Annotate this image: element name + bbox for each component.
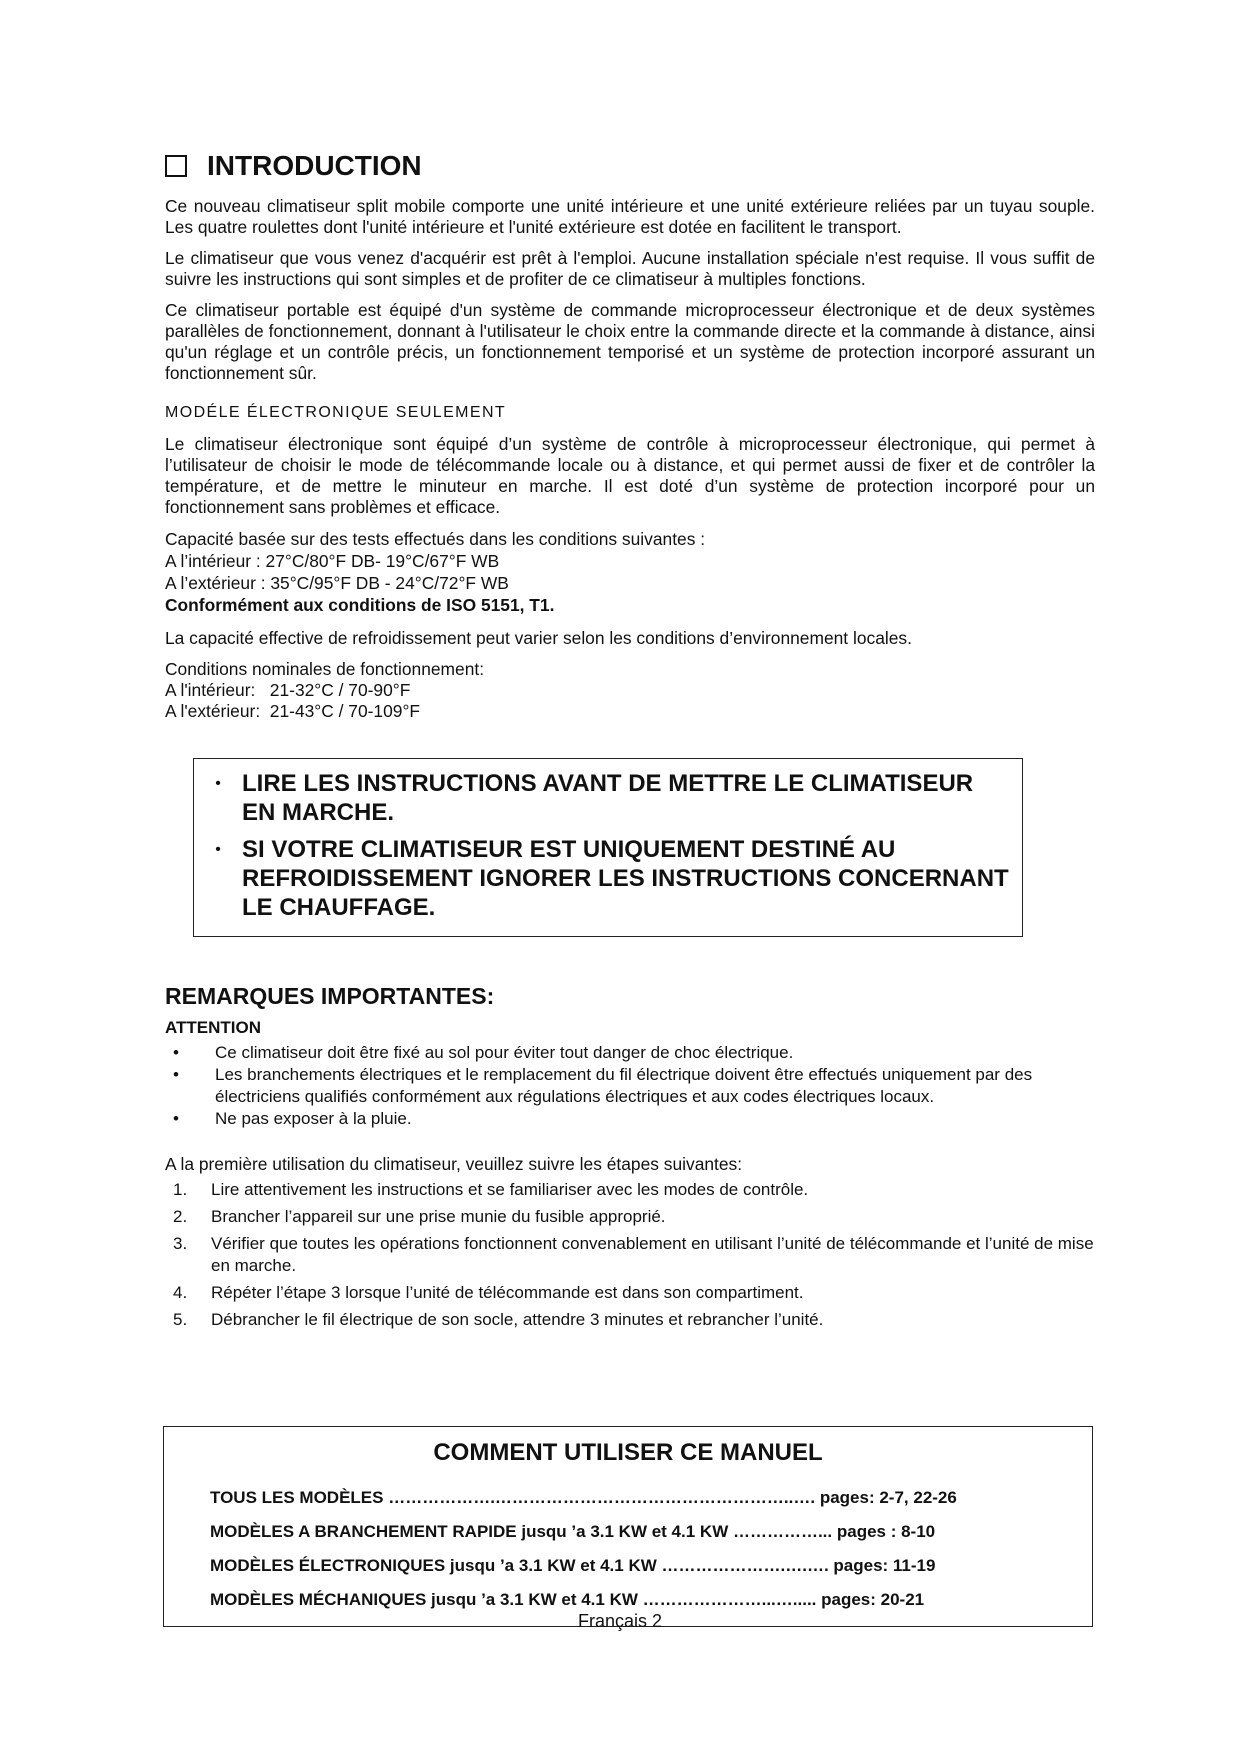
capacity-line: Capacité basée sur des tests effectués dans les conditions suivantes : xyxy=(165,529,706,549)
remarks-title: REMARQUES IMPORTANTES: xyxy=(165,983,495,1009)
bullet-icon: • xyxy=(173,1065,179,1084)
step-number: 3. xyxy=(173,1234,188,1253)
step-item xyxy=(165,1179,1095,1201)
bullet-icon: • xyxy=(173,1043,179,1062)
nominal-line: A l'intérieur: 21-32°C / 70-90°F xyxy=(165,680,411,700)
attention-label: ATTENTION xyxy=(165,1018,262,1037)
capacity-block xyxy=(165,528,1095,616)
attention-list xyxy=(165,1042,1095,1130)
intro-paragraph-1: Ce nouveau climatiseur split mobile comporte une unité intérieure et une unité extérieure reliées par un tuyau souple. Les quatre roulettes dont l'unité intérieure et l'unité extérieure est dotée en facilitent le transport. xyxy=(165,196,1095,237)
intro-title: INTRODUCTION xyxy=(207,150,422,181)
intro-paragraph-3: Ce climatiseur portable est équipé d'un système de commande microprocesseur électronique et de deux systèmes parallèles de fonctionnement, donnant à l'utilisateur le choix entre la commande directe et la commande à distance, ainsi qu'un réglage et un contrôle précis, un fonctionnement temporisé et un système de protection incorporé assurant un fonctionnement sûr. xyxy=(165,300,1095,383)
capacity-note: La capacité effective de refroidissement peut varier selon les conditions d’environnement locales. xyxy=(165,628,912,648)
step-text: Lire attentivement les instructions et se familiariser avec les modes de contrôle. xyxy=(211,1180,809,1199)
step-number: 1. xyxy=(173,1180,188,1199)
list-item xyxy=(165,1108,1095,1130)
step-number: 4. xyxy=(173,1283,188,1302)
step-item xyxy=(165,1206,1095,1228)
bullet-icon: • xyxy=(173,1109,179,1128)
capacity-line: A l’intérieur : 27°C/80°F DB- 19°C/67°F WB xyxy=(165,551,500,571)
steps-intro: A la première utilisation du climatiseur, veuillez suivre les étapes suivantes: xyxy=(165,1154,743,1174)
warning-item xyxy=(194,769,1022,827)
content-column xyxy=(165,150,1095,1336)
step-item xyxy=(165,1309,1095,1331)
nominal-conditions xyxy=(165,659,1095,722)
checkbox-icon xyxy=(165,155,187,177)
intro-paragraph-2: Le climatiseur que vous venez d'acquérir est prêt à l'emploi. Aucune installation spéciale n'est requise. Il vous suffit de suivre les instructions qui sont simples et de profiter de ce climatiseur à multiples fonctions. xyxy=(165,248,1095,289)
step-number: 2. xyxy=(173,1207,188,1226)
bullet-icon: • xyxy=(215,775,221,792)
manual-row: MODÈLES ÉLECTRONIQUES jusqu ’a 3.1 KW et 4.1 KW ………………….….…. pages: 11-19 xyxy=(210,1556,936,1575)
warning-text: LIRE LES INSTRUCTIONS AVANT DE METTRE LE CLIMATISEUR EN MARCHE. xyxy=(242,770,974,826)
electronic-paragraph: Le climatiseur électronique sont équipé d’un système de contrôle à microprocesseur électronique, qui permet à l’utilisateur de choisir le mode de télécommande locale ou à distance, et qui permet aussi de fixer et de contrôler la température, et de mettre le minuteur en marche. Il est doté d’un système de protection incorporé pour un fonctionnement sans problèmes et efficace. xyxy=(165,434,1095,517)
warning-box xyxy=(193,758,1023,937)
warning-item xyxy=(194,835,1022,922)
page-footer: Français 2 xyxy=(577,1611,663,1631)
manual-row: MODÈLES A BRANCHEMENT RAPIDE jusqu ’a 3.1 KW et 4.1 KW ……………... pages : 8-10 xyxy=(210,1522,936,1541)
manual-row: MODÈLES MÉCHANIQUES jusqu ’a 3.1 KW et 4.1 KW …………………...…..... pages: 20-21 xyxy=(210,1590,925,1609)
step-number: 5. xyxy=(173,1310,188,1329)
list-item-text: Les branchements électriques et le remplacement du fil électrique doivent être effectués uniquement par des électriciens qualifiés conformément aux régulations électriques et aux codes électriques locaux. xyxy=(215,1065,1033,1106)
step-text: Vérifier que toutes les opérations fonctionnent convenablement en utilisant l’unité de télécommande et l’unité de mise en marche. xyxy=(211,1234,1094,1275)
list-item-text: Ce climatiseur doit être fixé au sol pour éviter tout danger de choc électrique. xyxy=(215,1043,794,1062)
manual-box xyxy=(163,1426,1093,1627)
manual-row: TOUS LES MODÈLES ……………….……………………………………………..…. pages: 2-7, 22-26 xyxy=(210,1488,957,1507)
warning-text: SI VOTRE CLIMATISEUR EST UNIQUEMENT DESTINÉ AU REFROIDISSEMENT IGNORER LES INSTRUCTIONS CONCERNANT LE CHAUFFAGE. xyxy=(242,836,1009,921)
list-item xyxy=(165,1042,1095,1064)
capacity-line: A l’extérieur : 35°C/95°F DB - 24°C/72°F WB xyxy=(165,573,509,593)
step-text: Répéter l’étape 3 lorsque l’unité de télécommande est dans son compartiment. xyxy=(211,1283,804,1302)
manual-title: COMMENT UTILISER CE MANUEL xyxy=(433,1439,823,1466)
intro-heading xyxy=(165,150,1095,182)
step-item xyxy=(165,1282,1095,1304)
electronic-section-label: MODÉLE ÉLECTRONIQUE SEULEMENT xyxy=(165,404,507,421)
steps-list xyxy=(165,1179,1095,1331)
bullet-icon: • xyxy=(215,841,221,858)
list-item-text: Ne pas exposer à la pluie. xyxy=(215,1109,412,1128)
step-text: Brancher l’appareil sur une prise munie du fusible approprié. xyxy=(211,1207,666,1226)
nominal-line: Conditions nominales de fonctionnement: xyxy=(165,659,485,679)
step-item xyxy=(165,1233,1095,1277)
nominal-line: A l'extérieur: 21-43°C / 70-109°F xyxy=(165,701,421,721)
step-text: Débrancher le fil électrique de son socle, attendre 3 minutes et rebrancher l’unité. xyxy=(211,1310,824,1329)
iso-line: Conformément aux conditions de ISO 5151, T1. xyxy=(165,595,555,615)
list-item xyxy=(165,1064,1095,1108)
manual-rows xyxy=(210,1481,1092,1617)
